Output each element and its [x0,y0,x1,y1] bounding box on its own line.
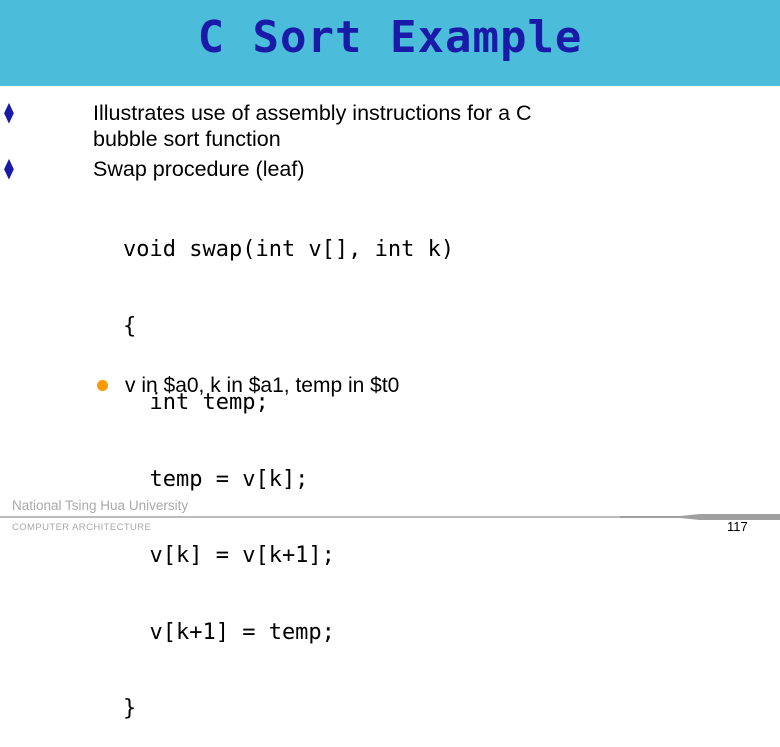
footer-divider [0,514,780,520]
code-line: { [123,313,137,339]
bullet-line: Illustrates use of assembly instructions for a C [93,101,532,125]
diamond-bullet-icon: ⧫ [4,158,14,180]
code-line: v[k] = v[k+1]; [123,543,335,568]
code-line: } [123,696,137,721]
bullet-text [93,100,653,152]
footer-course: COMPUTER ARCHITECTURE [12,522,152,533]
code-line: int temp; [123,390,269,415]
sub-bullet-text: v in $a0, k in $a1, temp in $t0 [125,374,400,397]
code-line: void swap(int v[], int k) [123,237,455,262]
code-block [123,186,454,747]
code-line: v[k+1] = temp; [123,619,335,645]
page-number: 117 [727,519,748,534]
diamond-bullet-icon: ⧫ [4,102,14,124]
bullet-text: Swap procedure (leaf) [93,157,305,181]
slide-title: C Sort Example [197,12,583,63]
code-line: temp = v[k]; [123,466,309,492]
footer-institution: National Tsing Hua University [12,498,189,513]
bullet-line: bubble sort function [93,127,281,151]
orange-dot-bullet-icon [97,380,108,391]
